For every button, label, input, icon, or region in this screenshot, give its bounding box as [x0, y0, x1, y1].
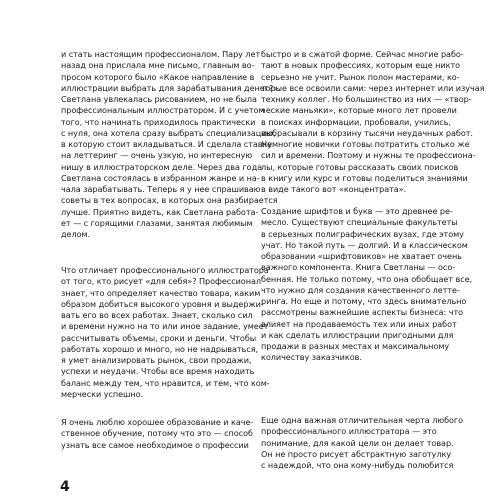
text-line: Светлана состоялась в избранном жанре и на-	[61, 172, 260, 183]
text-line: в которую стоит вкладываться. И сделала ставку	[61, 139, 273, 149]
paragraph	[261, 49, 484, 195]
text-line: узнать все самое необходимое о профессии	[61, 439, 249, 450]
text-line: нишу в иллюстраторском деле. Через два года	[61, 161, 263, 172]
text-line: от того, кто рисует «для себя»? Профессионал	[61, 276, 261, 287]
text-line: Создание шрифтов и букв — это древнее ре-	[261, 206, 453, 216]
text-line: и как сделать иллюстрации пригодными для	[261, 329, 454, 340]
text-line: продажи в разных местах и максимальному	[261, 341, 450, 351]
text-line: Немногие новички готовы потратить столько же	[261, 139, 470, 149]
text-line: рассчитывать объемы, сроки и деньги. Чтобы	[61, 332, 257, 343]
paragraph	[261, 206, 472, 364]
text-line: лы, которые готовы рассказать своих поисков	[261, 161, 459, 172]
text-line: учат. Но такой путь — долгий. И в классическом	[261, 239, 468, 250]
text-line: иллюстрации выбрать для зарабатывания денег?».	[61, 82, 281, 93]
text-line: ет — с горящими глазами, занятая любимым	[61, 217, 253, 228]
text-line: в книгу или курс и готовы поделиться знаниями	[261, 172, 468, 183]
text-line: сил и времени. Поэтому и нужны те профессиона-	[261, 150, 476, 161]
paragraph	[61, 265, 270, 400]
text-line: и времени нужно на то или иное задание, умеет	[61, 321, 269, 332]
text-line: лучше. Приятно видеть, как Светлана работа-	[61, 206, 259, 217]
text-line: количеству заказчиков.	[261, 352, 362, 363]
text-line: вать его во всех работах. Знает, сколько сил	[61, 310, 253, 320]
text-line: выбрасывали в корзину тысячи неудачных работ.	[261, 127, 473, 138]
text-line: профессиональным иллюстратором. И с учетом	[61, 105, 265, 116]
text-line: понимание, для какой цели он делает товар.	[261, 437, 454, 448]
text-line: в виде такого вот «концентрата».	[261, 184, 407, 194]
text-line: профессионального иллюстратора — это	[261, 426, 437, 437]
text-line: технику коллег. Но большинство из них — «твор-	[261, 94, 472, 104]
text-line: образовании «шрифтовиков» не хватает очень	[261, 251, 462, 261]
text-line: серьезно не учит. Рынок полон мастерами, ко-	[261, 71, 460, 82]
text-line: ческие маньяки», которые много лет провели	[261, 105, 457, 116]
text-line: в серьезных полиграфических вузах, где этому	[261, 228, 464, 239]
text-line: просом которого было «Какое направление в	[61, 71, 255, 82]
text-line: советы в тех вопросах, в которых она разбирается	[61, 195, 278, 206]
text-line: быстро и в сжатой форме. Сейчас многие рабо-	[261, 49, 464, 59]
text-line: и стать настоящим профессионалом. Пару лет	[61, 49, 261, 59]
text-line: ринга. Но еще и потому, что здесь внимательно	[261, 296, 467, 306]
text-line: с нуля, она хотела сразу выбрать специализацию,	[61, 127, 276, 138]
text-line: с надеждой, что она кому-нибудь полюбится	[261, 460, 454, 470]
text-line: бенная. Не только потому, что она обобщает все,	[261, 273, 473, 284]
text-line: чала зарабатывать. Теперь я у нее спрашиваю	[61, 184, 261, 194]
text-line: что нужно для создания качественного летте-	[261, 284, 460, 295]
text-line: тают в новых профессиях, которым еще никто	[261, 60, 461, 71]
text-line: того, что начинать приходилось практически	[61, 116, 256, 127]
paragraph	[261, 415, 463, 471]
text-line: Я очень люблю хорошее образование и каче-	[61, 417, 254, 427]
text-line: ственное обучение, потому что это — способ	[61, 428, 253, 439]
text-line: я умет анализировать рынок, свои продажи,	[61, 355, 252, 365]
text-line: делом.	[61, 229, 91, 239]
text-line: знает, что определяет качество товара, каким	[61, 287, 261, 298]
text-line: образом добиться высокого уровня и выдержи-	[61, 298, 264, 309]
page-number: 4	[60, 479, 70, 495]
text-line: важного компонента. Книга Светланы — осо-	[261, 262, 456, 273]
text-line: работать хорошо и много, но не надрываться,	[61, 343, 259, 354]
text-line: месло. Существуют специальные факультеты	[261, 217, 458, 228]
text-line: торые все освоили сами: через интернет или изучая	[261, 82, 485, 93]
text-line: баланс между тем, что нравится, и тем, что ком-	[61, 377, 270, 388]
text-line: Еще одна важная отличительная черта любого	[261, 415, 464, 425]
text-line: в поисках информации, пробовали, учились,	[261, 116, 451, 127]
text-line: успехи и неудачи. Чтобы все время находить	[61, 366, 255, 377]
text-line: Светлана увлекалась рисованием, но не была	[61, 94, 257, 104]
text-line: на леттеринг — очень узкую, но интересную	[61, 150, 253, 161]
paragraph	[61, 417, 253, 451]
text-line: Что отличает профессионального иллюстратора	[61, 265, 269, 275]
text-line: влияет на продаваемость тех или иных работ	[261, 318, 457, 329]
text-line: мерчески успешно.	[61, 388, 144, 399]
text-line: Он не просто рисует абстрактную заготулку	[261, 448, 452, 459]
text-line: рассмотрены важнейшие аспекты бизнеса: что	[261, 307, 464, 318]
paragraph	[61, 49, 281, 240]
text-line: назад она прислала мне письмо, главным во-	[61, 60, 255, 71]
